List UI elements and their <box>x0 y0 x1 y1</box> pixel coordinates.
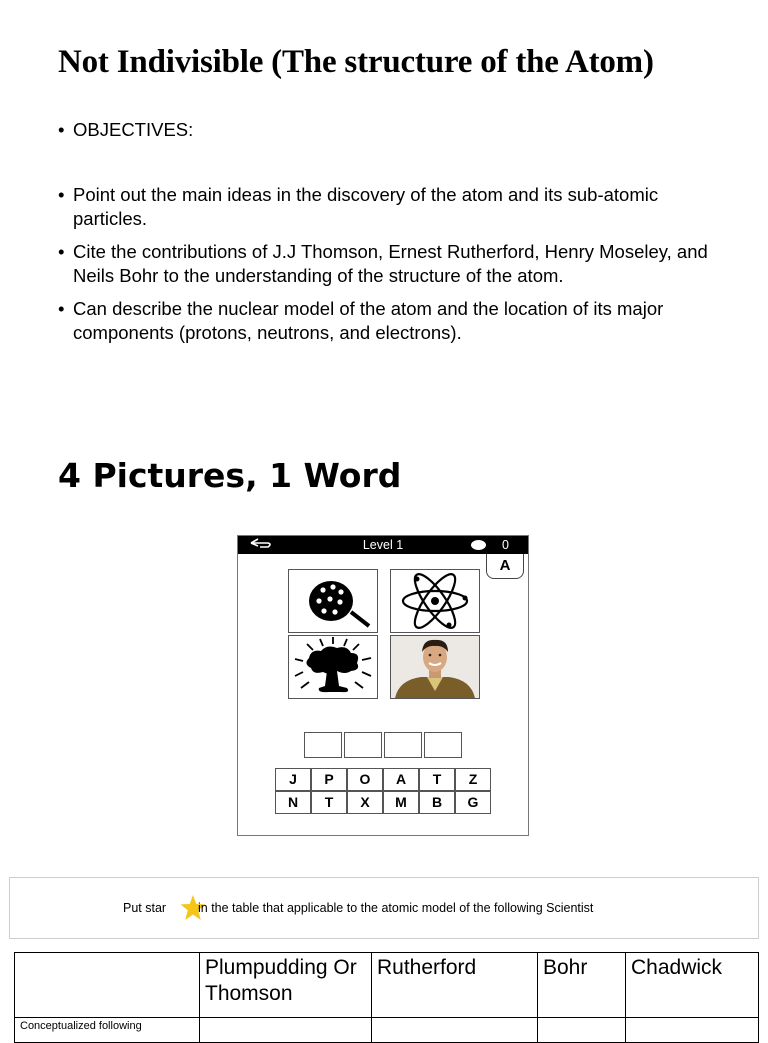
objectives-heading: • OBJECTIVES: <box>58 118 718 143</box>
letter-tile[interactable]: P <box>311 768 347 791</box>
table-row-label: Conceptualized following <box>15 1018 200 1043</box>
picture-atomic-explosion[interactable] <box>288 635 378 699</box>
instruction-text-before: Put star <box>123 901 167 915</box>
picture-plum-pudding-atom[interactable] <box>288 569 378 633</box>
game-screenshot <box>237 535 529 836</box>
game-title: 4 Pictures, 1 Word <box>58 456 402 495</box>
objectives-list <box>58 118 718 346</box>
table-cell[interactable] <box>372 1018 538 1043</box>
hint-button[interactable]: A <box>486 554 524 579</box>
atom-icon <box>391 570 479 632</box>
letter-tile[interactable]: N <box>275 791 311 814</box>
answer-slot[interactable] <box>424 732 462 758</box>
instruction-text-after: in the table that applicable to the atomic model of the following Scientist <box>198 901 594 915</box>
table-cell[interactable] <box>200 1018 372 1043</box>
letter-tile[interactable]: Z <box>455 768 491 791</box>
objective-item: • Point out the main ideas in the discovery of the atom and its sub-atomic particles. <box>58 183 718 232</box>
table-header-cell: Chadwick <box>626 953 759 1018</box>
answer-slot[interactable] <box>304 732 342 758</box>
level-label: Level 1 <box>362 538 404 552</box>
instruction-box <box>9 877 759 939</box>
objective-item: • Can describe the nuclear model of the atom and the location of its major components (protons, neutrons, and electrons). <box>58 297 718 346</box>
table-header-cell: Plumpudding Or Thomson <box>200 953 372 1018</box>
game-top-bar <box>238 536 528 554</box>
letter-tile[interactable]: G <box>455 791 491 814</box>
table-cell[interactable] <box>626 1018 759 1043</box>
page-title: Not Indivisible (The structure of the Atom) <box>58 44 654 80</box>
man-portrait-image <box>391 636 479 698</box>
answer-slot[interactable] <box>384 732 422 758</box>
letter-tile[interactable]: O <box>347 768 383 791</box>
table-header-cell <box>15 953 200 1018</box>
letter-tile[interactable]: J <box>275 768 311 791</box>
scientist-table <box>14 952 759 1043</box>
letter-tile[interactable]: X <box>347 791 383 814</box>
plum-pudding-icon <box>289 570 377 632</box>
table-header-row <box>15 953 759 1018</box>
letter-tile[interactable]: M <box>383 791 419 814</box>
objective-item: • Cite the contributions of J.J Thomson, Ernest Rutherford, Henry Moseley, and Neils Bohr to the understanding of the structure of the atom. <box>58 240 718 289</box>
coin-icon <box>471 540 486 550</box>
letter-tile[interactable]: B <box>419 791 455 814</box>
picture-man-portrait[interactable] <box>390 635 480 699</box>
mushroom-cloud-icon <box>289 636 377 698</box>
letter-tile[interactable]: T <box>419 768 455 791</box>
picture-bohr-atom[interactable] <box>390 569 480 633</box>
table-header-cell: Bohr <box>538 953 626 1018</box>
table-row <box>15 1018 759 1043</box>
coin-count: 0 <box>502 538 509 552</box>
table-cell[interactable] <box>538 1018 626 1043</box>
letter-tile[interactable]: A <box>383 768 419 791</box>
table-header-cell: Rutherford <box>372 953 538 1018</box>
answer-slot[interactable] <box>344 732 382 758</box>
letter-tile[interactable]: T <box>311 791 347 814</box>
